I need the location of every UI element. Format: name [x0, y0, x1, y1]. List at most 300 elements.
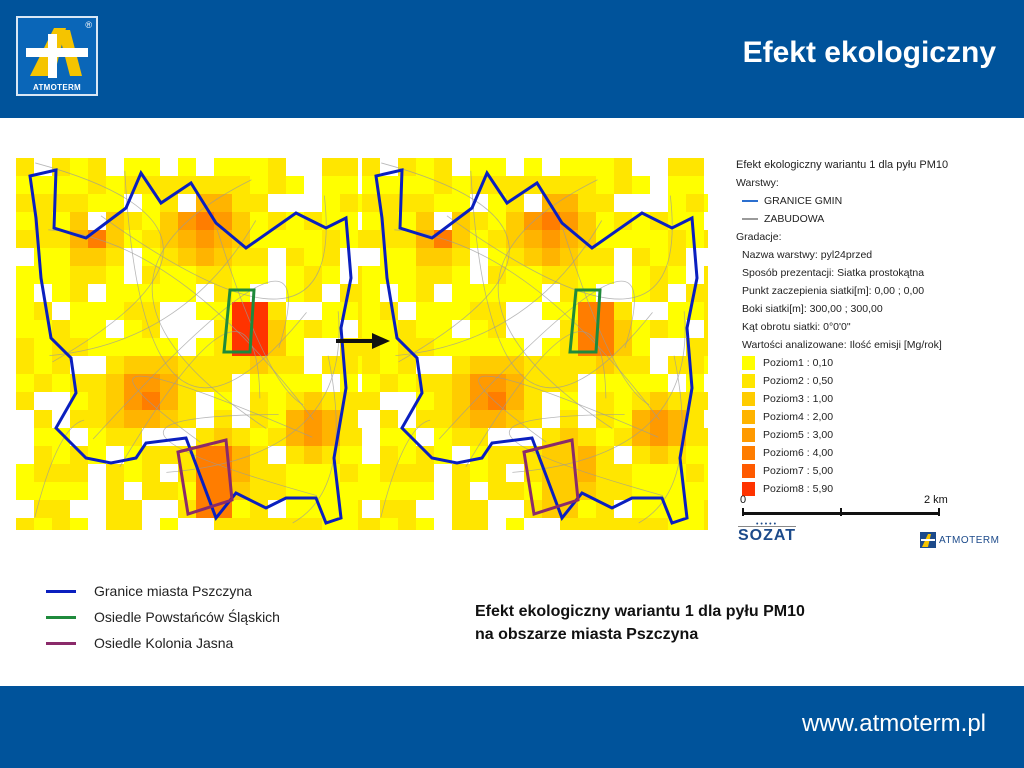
emission-cell [704, 266, 708, 284]
gradation-swatch [742, 428, 755, 442]
emission-cell [488, 266, 506, 284]
emission-cell [596, 356, 614, 374]
emission-cell [322, 266, 340, 284]
scale-bar [736, 494, 956, 524]
map-legend-panel [736, 156, 1006, 498]
emission-cell [304, 392, 322, 410]
emission-cell [52, 284, 70, 302]
emission-cell [196, 230, 214, 248]
emission-cell [434, 428, 452, 446]
emission-cell [596, 266, 614, 284]
emission-cell [668, 266, 686, 284]
emission-cell [106, 482, 124, 500]
emission-cell [52, 266, 70, 284]
emission-cell [596, 428, 614, 446]
emission-cell [52, 248, 70, 266]
emission-cell [106, 284, 124, 302]
emission-cell [88, 266, 106, 284]
emission-cell [16, 356, 34, 374]
emission-cell [578, 248, 596, 266]
emission-cell [542, 266, 560, 284]
emission-cell [668, 302, 686, 320]
emission-cell [524, 158, 542, 176]
emission-cell [70, 410, 88, 428]
emission-cell [362, 230, 380, 248]
emission-cell [340, 464, 358, 482]
emission-cell [304, 446, 322, 464]
emission-cell [142, 446, 160, 464]
emission-cell [106, 356, 124, 374]
emission-cell [596, 194, 614, 212]
emission-cell [70, 194, 88, 212]
emission-cell [70, 302, 88, 320]
emission-cell [268, 518, 286, 530]
emission-cell [214, 356, 232, 374]
emission-cell [452, 266, 470, 284]
emission-cell [362, 392, 380, 410]
scale-start-label: 0 [740, 494, 747, 506]
emission-cell [214, 410, 232, 428]
gradation-swatch [742, 410, 755, 424]
gradation-label: Poziom4 : 2,00 [763, 411, 834, 423]
emission-cell [304, 428, 322, 446]
emission-cell [434, 176, 452, 194]
emission-cell [380, 446, 398, 464]
gradation-row [736, 390, 1006, 408]
emission-cell [686, 374, 704, 392]
emission-cell [250, 464, 268, 482]
emission-cell [232, 446, 250, 464]
emission-cell [416, 266, 434, 284]
emission-cell [304, 248, 322, 266]
emission-cell [632, 320, 650, 338]
layer-swatch [742, 200, 758, 202]
emission-cell [434, 158, 452, 176]
emission-cell [704, 302, 708, 320]
emission-cell [142, 266, 160, 284]
emission-cell [196, 176, 214, 194]
emission-cell [16, 212, 34, 230]
emission-cell [232, 194, 250, 212]
emission-cell [250, 176, 268, 194]
emission-cell [650, 464, 668, 482]
emission-cell [488, 284, 506, 302]
emission-cell [16, 266, 34, 284]
emission-cell [596, 482, 614, 500]
emission-cell [340, 374, 358, 392]
emission-cell [632, 230, 650, 248]
emission-cell [362, 482, 380, 500]
emission-cell [250, 392, 268, 410]
layer-row [736, 192, 1006, 210]
emission-cell [70, 248, 88, 266]
emission-cell [362, 284, 380, 302]
emission-cell [16, 374, 34, 392]
emission-cell [268, 338, 286, 356]
gradation-swatch [742, 374, 755, 388]
emission-cell [362, 266, 380, 284]
legend-row [46, 630, 280, 656]
atmoterm-small-text: ATMOTERM [939, 534, 1000, 546]
emission-cell [470, 356, 488, 374]
legend-line [46, 616, 76, 619]
emission-cell [398, 248, 416, 266]
emission-cell [34, 302, 52, 320]
emission-cell [524, 392, 542, 410]
emission-cell [416, 446, 434, 464]
emission-cell [578, 518, 596, 530]
emission-cell [16, 392, 34, 410]
emission-cell [178, 356, 196, 374]
emission-cell [178, 284, 196, 302]
emission-cell [214, 248, 232, 266]
emission-cell [286, 338, 304, 356]
emission-cell [70, 482, 88, 500]
emission-cell [614, 302, 632, 320]
emission-cell [434, 302, 452, 320]
emission-cell [196, 248, 214, 266]
emission-cell [398, 482, 416, 500]
emission-cell [614, 338, 632, 356]
emission-cell [650, 428, 668, 446]
emission-cell [668, 230, 686, 248]
emission-cell [124, 230, 142, 248]
emission-cell [304, 518, 322, 530]
emission-cell [704, 500, 708, 518]
emission-cell [106, 392, 124, 410]
emission-cell [106, 428, 124, 446]
emission-cell [470, 212, 488, 230]
emission-cell [380, 428, 398, 446]
emission-cell [704, 464, 708, 482]
emission-cell [488, 464, 506, 482]
emission-cell [434, 266, 452, 284]
emission-cell [578, 194, 596, 212]
emission-cell [398, 374, 416, 392]
emission-cell [668, 158, 686, 176]
emission-cell [250, 158, 268, 176]
emission-cell [560, 320, 578, 338]
emission-cell [34, 356, 52, 374]
emission-cell [232, 518, 250, 530]
emission-cell [416, 212, 434, 230]
emission-cell [506, 518, 524, 530]
emission-cell [142, 410, 160, 428]
emission-cell [650, 320, 668, 338]
emission-cell [578, 302, 596, 320]
emission-cell [340, 500, 358, 518]
emission-cell [16, 320, 34, 338]
emission-cell [452, 500, 470, 518]
emission-cell [470, 428, 488, 446]
emission-cell [106, 338, 124, 356]
emission-cell [542, 338, 560, 356]
emission-cell [250, 518, 268, 530]
emission-cell [142, 464, 160, 482]
layer-label: GRANICE GMIN [764, 195, 843, 207]
emission-cell [286, 464, 304, 482]
emission-cell [214, 374, 232, 392]
emission-cell [596, 464, 614, 482]
parameter-line: Kąt obrotu siatki: 0°0'0" [742, 321, 851, 333]
emission-cell [380, 374, 398, 392]
emission-cell [304, 464, 322, 482]
parameter-line: Boki siatki[m]: 300,00 ; 300,00 [742, 303, 883, 315]
emission-cell [160, 266, 178, 284]
emission-cell [178, 230, 196, 248]
emission-cell [398, 518, 416, 530]
emission-cell [542, 248, 560, 266]
emission-cell [124, 464, 142, 482]
emission-cell [452, 194, 470, 212]
emission-cell [322, 158, 340, 176]
map-canvas [362, 158, 708, 530]
emission-cell [452, 284, 470, 302]
emission-cell [232, 212, 250, 230]
emission-cell [196, 338, 214, 356]
emission-cell [340, 176, 358, 194]
emission-cell [286, 266, 304, 284]
emission-cell [416, 302, 434, 320]
legend-label: Osiedle Powstańców Śląskich [94, 609, 280, 625]
emission-cell [124, 428, 142, 446]
emission-cell [232, 158, 250, 176]
gradation-swatch [742, 356, 755, 370]
emission-cell [16, 230, 34, 248]
emission-cell [470, 410, 488, 428]
emission-cell [434, 410, 452, 428]
emission-cell [142, 158, 160, 176]
gradation-row [736, 444, 1006, 462]
emission-cell [124, 518, 142, 530]
emission-cell [578, 500, 596, 518]
emission-map-after [362, 158, 708, 530]
emission-cell [542, 356, 560, 374]
emission-cell [596, 392, 614, 410]
emission-cell [686, 500, 704, 518]
emission-cell [340, 158, 358, 176]
emission-cell [542, 230, 560, 248]
emission-cell [632, 266, 650, 284]
emission-cell [16, 518, 34, 530]
emission-cell [124, 392, 142, 410]
emission-cell [286, 446, 304, 464]
emission-cell [542, 446, 560, 464]
emission-cell [106, 410, 124, 428]
emission-cell [704, 356, 708, 374]
emission-cell [34, 518, 52, 530]
emission-cell [88, 374, 106, 392]
emission-cell [250, 482, 268, 500]
emission-cell [686, 518, 704, 530]
website-link[interactable]: www.atmoterm.pl [801, 710, 986, 737]
emission-cell [650, 284, 668, 302]
emission-cell [380, 410, 398, 428]
emission-cell [88, 176, 106, 194]
gradation-row [736, 354, 1006, 372]
gradation-swatch [742, 392, 755, 406]
emission-cell [286, 392, 304, 410]
emission-cell [88, 194, 106, 212]
emission-cell [398, 266, 416, 284]
emission-cell [632, 356, 650, 374]
emission-cell [16, 464, 34, 482]
emission-cell [380, 176, 398, 194]
legend-label: Osiedle Kolonia Jasna [94, 635, 234, 651]
emission-cell [268, 482, 286, 500]
emission-map-before [16, 158, 362, 530]
emission-cell [286, 356, 304, 374]
gradation-levels [736, 354, 1006, 498]
emission-cell [106, 302, 124, 320]
emission-cell [214, 194, 232, 212]
emission-cell [52, 320, 70, 338]
emission-cell [196, 374, 214, 392]
emission-cell [88, 392, 106, 410]
emission-cell [160, 392, 178, 410]
emission-cell [268, 464, 286, 482]
gradation-row [736, 426, 1006, 444]
emission-cell [416, 518, 434, 530]
emission-cell [470, 500, 488, 518]
logo-text: ATMOTERM [32, 83, 82, 92]
emission-cell [416, 194, 434, 212]
emission-cell [452, 464, 470, 482]
emission-cell [34, 338, 52, 356]
atmoterm-small-logo [920, 532, 999, 548]
emission-cell [452, 428, 470, 446]
emission-cell [268, 302, 286, 320]
emission-cell [70, 284, 88, 302]
emission-cell [650, 230, 668, 248]
emission-cell [506, 284, 524, 302]
small-logo-icon [920, 532, 936, 548]
emission-cell [380, 302, 398, 320]
emission-cell [362, 464, 380, 482]
emission-cell [250, 266, 268, 284]
emission-cell [124, 410, 142, 428]
emission-cell [340, 518, 358, 530]
sozat-logo: SOZAT [738, 527, 797, 544]
emission-cell [686, 464, 704, 482]
emission-cell [160, 482, 178, 500]
emission-cell [524, 482, 542, 500]
emission-cell [196, 302, 214, 320]
emission-cell [434, 248, 452, 266]
page-title: Efekt ekologiczny [742, 36, 996, 69]
emission-cell [686, 158, 704, 176]
emission-cell [614, 392, 632, 410]
emission-cell [304, 284, 322, 302]
emission-cell [160, 176, 178, 194]
gradation-label: Poziom6 : 4,00 [763, 447, 834, 459]
emission-cell [704, 320, 708, 338]
emission-cell [160, 284, 178, 302]
emission-cell [704, 446, 708, 464]
emission-cell [106, 464, 124, 482]
emission-cell [452, 482, 470, 500]
emission-cell [88, 158, 106, 176]
emission-cell [286, 248, 304, 266]
emission-cell [34, 428, 52, 446]
gradation-label: Poziom1 : 0,10 [763, 357, 834, 369]
emission-cell [34, 248, 52, 266]
emission-cell [70, 266, 88, 284]
gradation-label: Poziom7 : 5,00 [763, 465, 834, 477]
emission-cell [524, 230, 542, 248]
emission-cell [362, 518, 380, 530]
emission-cell [16, 158, 34, 176]
emission-cell [196, 356, 214, 374]
emission-cell [70, 320, 88, 338]
emission-cell [322, 500, 340, 518]
legend-line [46, 590, 76, 593]
emission-cell [632, 500, 650, 518]
parameter-line: Nazwa warstwy: pyl24przed [742, 249, 873, 261]
emission-cell [596, 176, 614, 194]
gradation-label: Poziom2 : 0,50 [763, 375, 834, 387]
emission-cell [178, 266, 196, 284]
emission-cell [704, 392, 708, 410]
emission-cell [16, 482, 34, 500]
gradation-swatch [742, 446, 755, 460]
emission-cell [340, 194, 358, 212]
emission-cell [34, 482, 52, 500]
emission-cell [178, 392, 196, 410]
emission-cell [632, 446, 650, 464]
emission-cell [106, 248, 124, 266]
emission-cell [106, 266, 124, 284]
emission-cell [232, 302, 250, 320]
emission-cell [578, 212, 596, 230]
emission-cell [106, 500, 124, 518]
emission-cell [160, 212, 178, 230]
emission-cell [178, 482, 196, 500]
emission-cell [560, 410, 578, 428]
parameter-list [736, 246, 1006, 354]
emission-cell [452, 338, 470, 356]
scale-end-label: 2 km [924, 494, 948, 506]
gradation-label: Poziom3 : 1,00 [763, 393, 834, 405]
emission-cell [650, 248, 668, 266]
emission-cell [88, 302, 106, 320]
emission-cell [506, 446, 524, 464]
emission-cell [614, 482, 632, 500]
emission-cell [650, 446, 668, 464]
emission-cell [286, 230, 304, 248]
emission-cell [340, 428, 358, 446]
emission-cell [304, 230, 322, 248]
emission-cell [232, 428, 250, 446]
emission-cell [268, 392, 286, 410]
emission-cell [578, 446, 596, 464]
emission-cell [398, 356, 416, 374]
emission-cell [232, 500, 250, 518]
emission-cell [704, 482, 708, 500]
emission-cell [524, 266, 542, 284]
emission-cell [196, 266, 214, 284]
emission-cell [686, 194, 704, 212]
emission-cell [322, 230, 340, 248]
emission-cell [34, 410, 52, 428]
scale-tick [938, 508, 940, 516]
scale-tick [840, 508, 842, 516]
emission-cell [668, 446, 686, 464]
registered-mark: ® [85, 20, 92, 30]
legend-row [46, 604, 280, 630]
emission-cell [214, 518, 232, 530]
emission-cell [434, 194, 452, 212]
